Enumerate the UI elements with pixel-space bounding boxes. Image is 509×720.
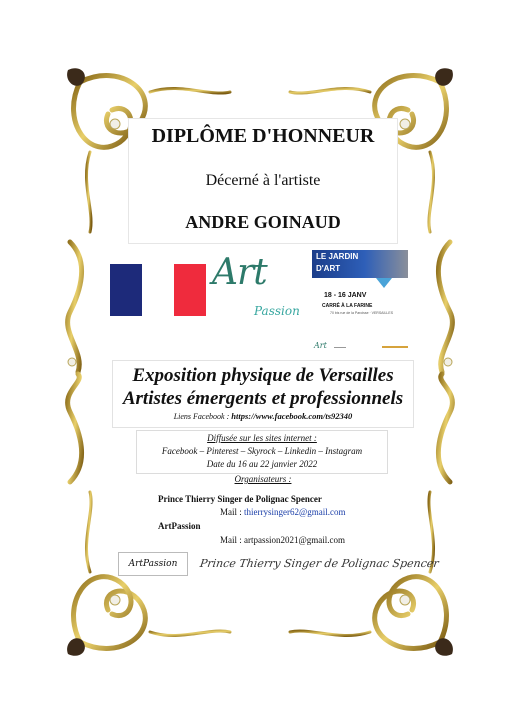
diffusion-sites: Facebook – Pinterest – Skyrock – Linkedin – Instagram	[161, 446, 363, 456]
artist-name: ANDRE GOINAUD	[185, 212, 341, 232]
diffusion-dates: Date du 16 au 22 janvier 2022	[206, 459, 318, 469]
mail-link-1[interactable]: thierrysinger62@gmail.com	[244, 507, 346, 517]
organiser-name-2: ArtPassion	[158, 521, 201, 531]
artpassion-stamp: ArtPassion	[118, 552, 188, 576]
mini-art-logo: Art	[314, 341, 327, 350]
mini-divider	[334, 347, 346, 348]
jardin-address: 70 bis rue de la Paroisse · VERSAILLES	[330, 311, 394, 315]
flag-red-stripe	[174, 264, 206, 316]
diffusion-panel	[136, 430, 388, 474]
organiser-mail-1	[220, 507, 346, 517]
organiser-name-1: Prince Thierry Singer de Polignac Spencer	[158, 494, 322, 504]
handwritten-signature: Prince Thierry Singer de Polignac Spencer	[199, 557, 440, 570]
mini-logo-strip	[312, 340, 408, 354]
organisers-panel	[140, 474, 386, 544]
mini-gold-bar	[382, 346, 408, 348]
jardin-title-line1: LE JARDIN	[316, 252, 359, 261]
french-flag	[110, 264, 206, 316]
title-panel	[128, 118, 398, 244]
facebook-link[interactable]: https://www.facebook.com/ts92340	[231, 411, 353, 421]
exposition-subtitle: Artistes émergents et professionnels	[122, 388, 404, 409]
exposition-panel	[112, 360, 414, 428]
jardin-title-line2: D'ART	[316, 264, 341, 273]
mail-label-1: Mail :	[220, 507, 242, 517]
diploma-title: DIPLÔME D'HONNEUR	[151, 125, 375, 147]
jardin-dart-logo	[312, 250, 408, 320]
mail-label-2: Mail :	[220, 535, 242, 545]
artpassion-logo	[210, 250, 302, 326]
artpassion-logo-passion: Passion	[254, 304, 300, 318]
flag-blue-stripe	[110, 264, 142, 316]
jardin-place: CARRÉ À LA FARINE	[322, 303, 373, 309]
facebook-label: Liens Facebook :	[173, 412, 230, 421]
diffusion-heading: Diffusée sur les sites internet :	[207, 433, 317, 443]
artpassion-logo-art: Art	[212, 252, 267, 293]
organiser-mail-2	[220, 535, 345, 545]
exposition-title: Exposition physique de Versailles	[132, 365, 394, 386]
mail-link-2[interactable]: artpassion2021@gmail.com	[244, 535, 346, 545]
jardin-dates: 18 - 16 JANV	[324, 292, 367, 299]
organisers-heading: Organisateurs :	[234, 474, 292, 484]
jardin-triangle-icon	[376, 278, 392, 288]
facebook-line	[113, 411, 413, 421]
awarded-to-text: Décerné à l'artiste	[205, 172, 321, 189]
